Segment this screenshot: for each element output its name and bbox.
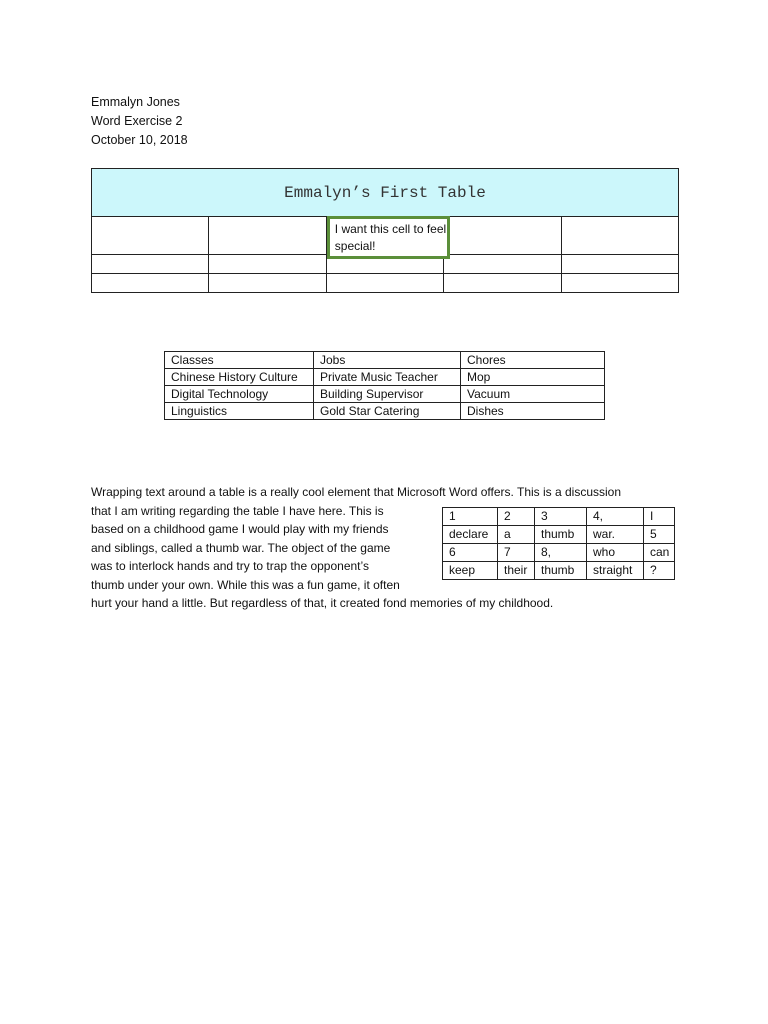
table-cell: I [644,508,675,526]
table-row [165,352,605,369]
table-row [165,369,605,386]
paragraph-line: thumb under your own. While this was a fun game, it often [91,577,400,592]
document-header [91,93,188,150]
paragraph-line: based on a childhood game I would play with my friends [91,522,389,536]
table-row [443,544,675,562]
assignment-title: Word Exercise 2 [91,114,183,128]
table-cell [326,217,447,255]
first-table [91,168,679,293]
paragraph-line: that I am writing regarding the table I have here. This is [91,503,384,518]
table-cell [209,255,326,274]
table-row [165,386,605,403]
table-cell: thumb [535,526,587,544]
table-cell: Building Supervisor [314,386,461,403]
table-cell: keep [443,562,498,580]
table-cell: Classes [165,352,314,369]
paragraph-line: and siblings, called a thumb war. The object of the game [91,540,391,555]
table-cell: Chores [461,352,605,369]
table-cell: Vacuum [461,386,605,403]
table-cell: 3 [535,508,587,526]
table-cell: 8, [535,544,587,562]
table-cell [92,255,209,274]
paragraph-line: was to interlock hands and try to trap the opponent’s [91,559,369,573]
table-row [443,562,675,580]
table-row [165,403,605,420]
table-cell [209,217,326,255]
table-cell [92,217,209,255]
table-cell: Dishes [461,403,605,420]
special-cell: I want this cell to feel special! [327,216,450,259]
first-table-title: Emmalyn’s First Table [92,169,679,217]
table-cell: their [498,562,535,580]
table-cell: Mop [461,369,605,386]
table-cell [444,255,561,274]
paragraph-line: hurt your hand a little. But regardless of that, it created fond memories of my childhood. [91,596,554,610]
table-cell: 1 [443,508,498,526]
table-row [443,508,675,526]
table-cell: thumb [535,562,587,580]
document-date: October 10, 2018 [91,133,188,147]
author-name: Emmalyn Jones [91,95,180,109]
table-cell: declare [443,526,498,544]
table-cell: can [644,544,675,562]
table-cell: Digital Technology [165,386,314,403]
table-cell: 7 [498,544,535,562]
table-cell [444,274,561,293]
table-row [443,526,675,544]
table-cell: Linguistics [165,403,314,420]
table-cell: Jobs [314,352,461,369]
table-cell: war. [587,526,644,544]
table-cell [444,217,561,255]
table-cell: Chinese History Culture [165,369,314,386]
table-cell: 5 [644,526,675,544]
table-cell [326,274,443,293]
table-cell [92,274,209,293]
paragraph-line: Wrapping text around a table is a really cool element that Microsoft Word offers. This is a discussion [91,485,622,499]
table-cell: 2 [498,508,535,526]
second-table [164,351,605,420]
table-cell [561,217,678,255]
table-cell: ? [644,562,675,580]
table-cell: straight [587,562,644,580]
table-cell: a [498,526,535,544]
table-cell: 6 [443,544,498,562]
table-cell: 4, [587,508,644,526]
table-cell: who [587,544,644,562]
table-cell [561,255,678,274]
table-cell: Private Music Teacher [314,369,461,386]
table-cell [561,274,678,293]
wrap-table [442,507,675,580]
table-cell [209,274,326,293]
table-cell: Gold Star Catering [314,403,461,420]
